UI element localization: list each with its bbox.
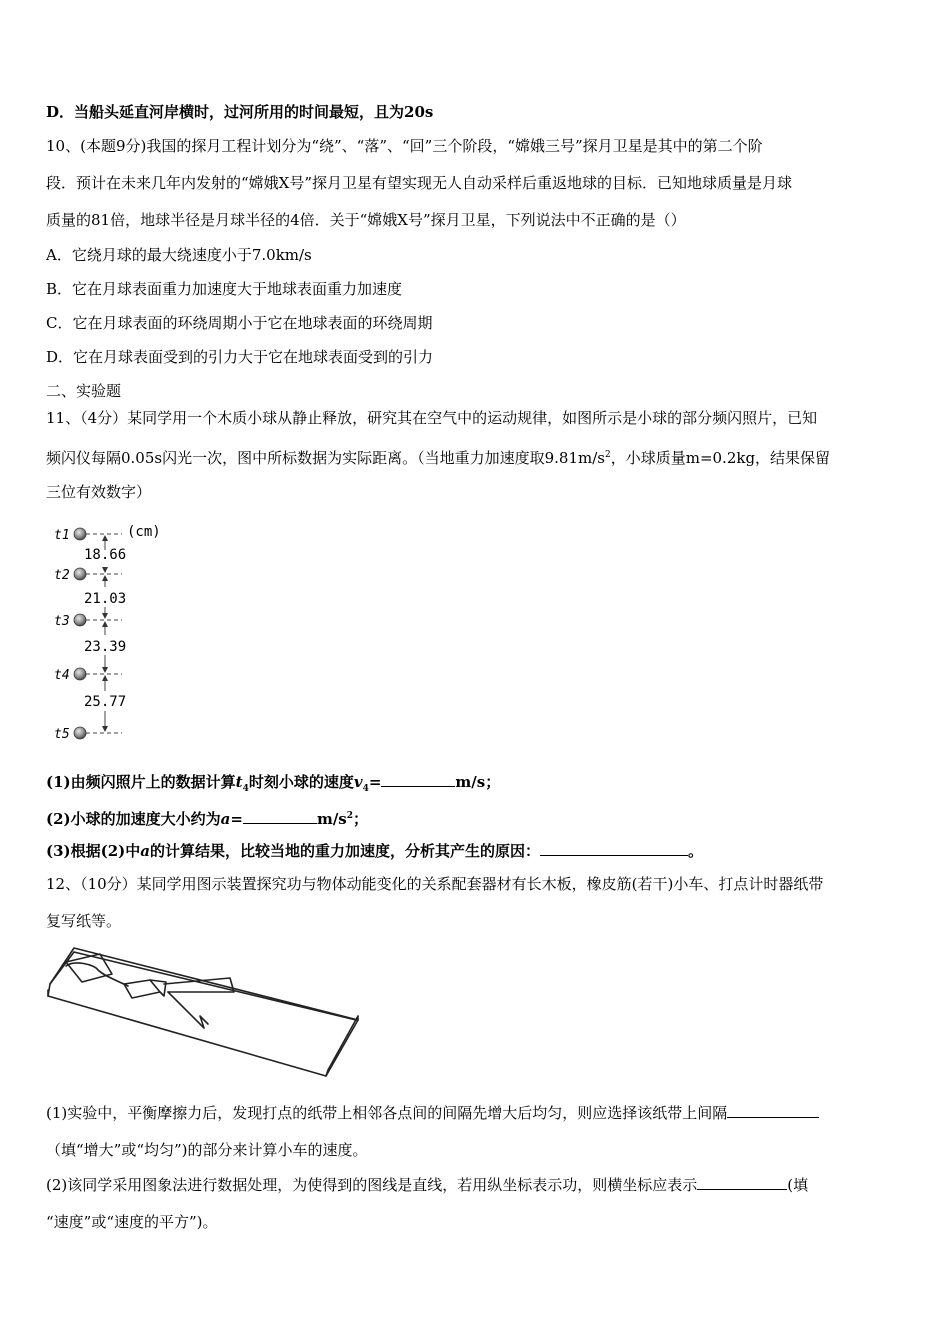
arrow-down-icon — [102, 567, 108, 573]
q10-option-c: C．它在月球表面的环绕周期小于它在地球表面的环绕周期 — [46, 314, 433, 332]
q10-stem-line-1: 10、(本题9分)我国的探月工程计划分为“绕”、“落”、“回”三个阶段，“嫦娥三号”探月卫星是其中的第二个阶 — [46, 137, 763, 155]
q10-stem-line-2: 段．预计在未来几年内发射的“嫦娥X号”探月卫星有望实现无人自动采样后重返地球的目标．已知地球质量是月球 — [46, 174, 793, 192]
equals: = — [230, 810, 243, 828]
q10-option-b: B．它在月球表面重力加速度大于地球表面重力加速度 — [46, 280, 403, 298]
ball-t3 — [74, 614, 86, 626]
q11-stem-line-2-text: 频闪仪每隔0.05s闪光一次，图中所标数据为实际距离。（当地重力加速度取9.81m/s — [46, 449, 605, 467]
var-a: a — [220, 810, 231, 828]
q12-sub1-line-1 — [46, 1103, 819, 1123]
semicolon: ； — [353, 810, 369, 828]
var-v: v — [353, 773, 363, 791]
time-label-t3: t3 — [54, 614, 70, 629]
var-t: t — [235, 773, 243, 791]
q11-stem-line-3: 三位有效数字） — [46, 483, 152, 501]
arrow-up-icon — [102, 535, 108, 541]
answer-blank-reason[interactable] — [540, 841, 688, 856]
q12-sub2-end: (填 — [787, 1176, 809, 1194]
distance-label-2: 21.03 — [84, 591, 127, 607]
arrow-up-icon — [102, 575, 108, 581]
arrow-down-icon — [102, 613, 108, 619]
time-label-t2: t2 — [54, 568, 70, 583]
var-a: a — [140, 842, 150, 860]
section-heading: 二、实验题 — [46, 382, 122, 400]
q10-option-a: A．它绕月球的最大绕速度小于7.0km/s — [46, 246, 312, 264]
equals: = — [368, 773, 382, 791]
q12-sub2-line-2: “速度”或“速度的平方”)。 — [46, 1213, 218, 1231]
q11-sub1 — [46, 772, 500, 799]
time-label-t5: t5 — [54, 727, 70, 742]
answer-blank-interval[interactable] — [727, 1103, 819, 1118]
q10-stem-line-3: 质量的81倍，地球半径是月球半径的4倍．关于“嫦娥X号”探月卫星，下列说法中不正确的是（） — [46, 211, 686, 229]
q10-option-d: D．它在月球表面受到的引力大于它在地球表面受到的引力 — [46, 348, 434, 366]
unit: m/s — [316, 810, 347, 828]
q11-sub2-text: (2)小球的加速度大小约为 — [46, 810, 221, 828]
q12-sub1-line-2: （填“增大”或“均匀”)的部分来计算小车的速度。 — [46, 1141, 368, 1159]
ball-t1 — [74, 528, 86, 540]
arrow-down-icon — [102, 726, 108, 732]
answer-blank-a[interactable] — [243, 809, 317, 824]
distance-label-3: 23.39 — [84, 639, 127, 655]
distance-label-1: 18.66 — [84, 547, 127, 563]
q9-option-d: D．当船头延直河岸横时，过河所用的时间最短，且为20s — [46, 103, 434, 121]
apparatus-figure — [44, 944, 366, 1084]
q12-sub2-line-1 — [46, 1175, 808, 1195]
strobe-photo-figure — [46, 518, 176, 746]
distance-label-4: 25.77 — [84, 694, 127, 710]
subscript: 4 — [362, 784, 369, 794]
q12-sub2-text: (2)该同学采用图象法进行数据处理，为使得到的图线是直线，若用纵坐标表示功，则横坐标应表示 — [46, 1176, 698, 1194]
q11-sub1-text: (1)由频闪照片上的数据计算 — [46, 773, 236, 791]
q12-stem-line-2: 复写纸等。 — [46, 912, 122, 930]
superscript: 2 — [346, 811, 354, 821]
q11-sub3-post: 的计算结果，比较当地的重力加速度，分析其产生的原因： — [150, 842, 541, 860]
ball-t4 — [74, 668, 86, 680]
ball-t5 — [74, 727, 86, 739]
q11-stem-line-2-end: ，小球质量m=0.2kg，结果保留 — [610, 449, 831, 467]
superscript: 2 — [604, 450, 611, 460]
arrow-up-icon — [102, 621, 108, 627]
q11-sub1-mid: 时刻小球的速度 — [248, 773, 354, 791]
arrow-down-icon — [102, 667, 108, 673]
time-label-t1: t1 — [54, 528, 70, 543]
arrow-up-icon — [102, 675, 108, 681]
q11-stem-line-2 — [46, 445, 830, 468]
period: 。 — [688, 842, 704, 860]
answer-blank-abscissa[interactable] — [697, 1175, 787, 1190]
q11-stem-line-1: 11、（4分）某同学用一个木质小球从静止释放，研究其在空气中的运动规律，如图所示是小球的部分频闪照片，已知 — [46, 409, 818, 427]
q12-stem-line-1: 12、（10分）某同学用图示装置探究功与物体动能变化的关系配套器材有长木板，橡皮筋(若干)小车、打点计时器纸带 — [46, 875, 824, 893]
time-label-t4: t4 — [54, 668, 70, 683]
answer-blank-v4[interactable] — [381, 772, 455, 787]
subscript: 4 — [242, 784, 249, 794]
q11-sub2 — [46, 806, 368, 829]
unit: m/s； — [455, 773, 501, 791]
ball-t2 — [74, 568, 86, 580]
q12-sub1-text: (1)实验中，平衡摩擦力后，发现打点的纸带上相邻各点间的间隔先增大后均匀，则应选择该纸带上间隔 — [46, 1104, 728, 1122]
unit-label: (cm) — [127, 524, 161, 540]
q11-sub3 — [46, 841, 703, 861]
q11-sub3-text: (3)根据(2)中 — [46, 842, 141, 860]
